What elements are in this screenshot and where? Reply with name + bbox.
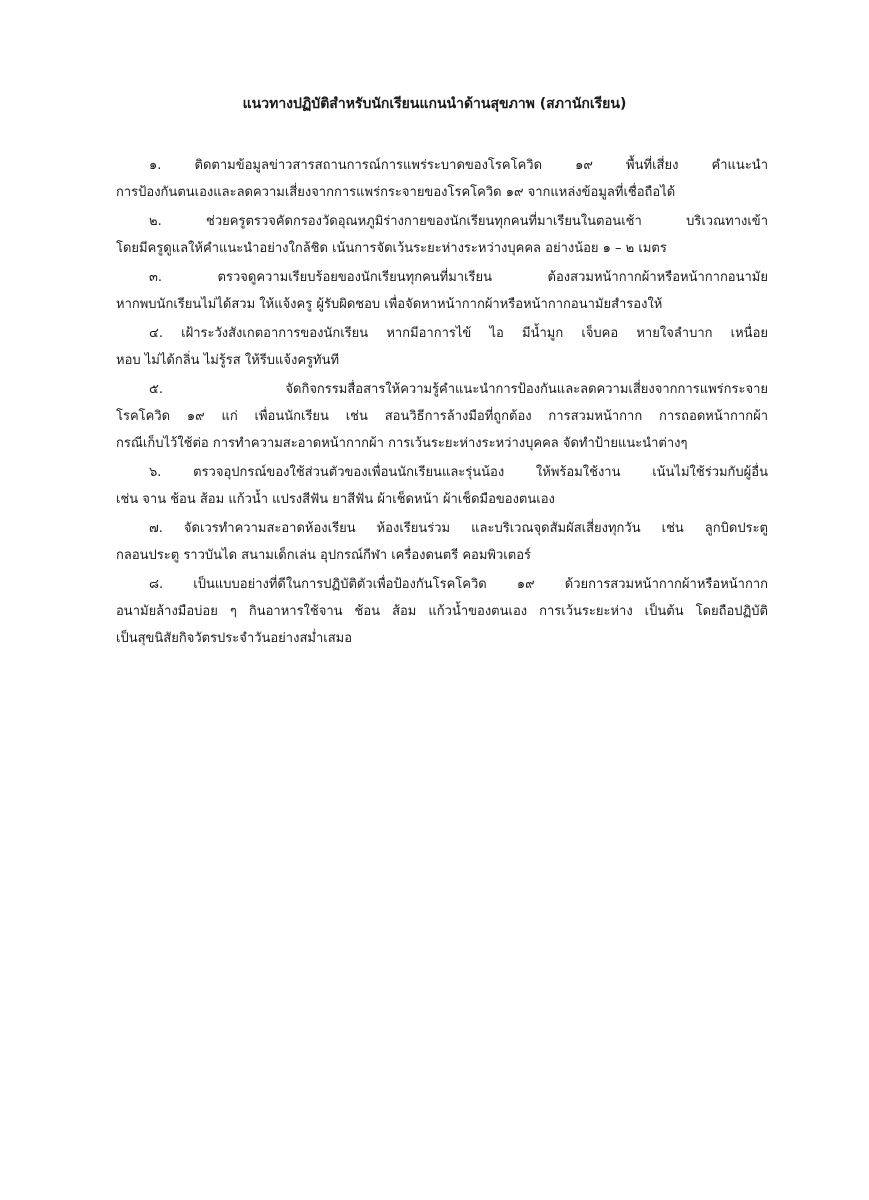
list-item-5 — [116, 376, 768, 457]
item-2-line-1: ๒. ช่วยครูตรวจคัดกรองวัดอุณหภูมิร่างกายของนักเรียนทุกคนที่มาเรียนในตอนเช้า บริเวณทางเข้า — [149, 214, 768, 229]
document-title: แนวทางปฏิบัติสำหรับนักเรียนแกนนำด้านสุขภาพ (สภานักเรียน) — [242, 96, 627, 112]
document-body — [116, 152, 768, 654]
item-5-line-3: กรณีเก็บไว้ใช้ต่อ การทำความสะอาดหน้ากากผ้า การเว้นระยะห่างระหว่างบุคคล จัดทำป้ายแนะนำต่างๆ — [116, 436, 688, 451]
item-1-line-2: การป้องกันตนเองและลดความเสี่ยงจากการแพร่กระจายของโรคโควิด ๑๙ จากแหล่งข้อมูลที่เชื่อถือได้ — [116, 185, 676, 200]
item-6-line-1: ๖. ตรวจอุปกรณ์ของใช้ส่วนตัวของเพื่อนนักเรียนและรุ่นน้อง ให้พร้อมใช้งาน เน้นไม่ใช้ร่วมกับผู้อื่น — [149, 465, 768, 480]
list-item-3 — [116, 264, 768, 318]
list-item-1 — [116, 152, 768, 206]
list-item-4 — [116, 320, 768, 374]
item-4-line-2: หอบ ไม่ได้กลิ่น ไม่รู้รส ให้รีบแจ้งครูทันที — [116, 353, 340, 368]
list-item-6 — [116, 459, 768, 513]
list-item-7 — [116, 515, 768, 569]
item-3-line-2: หากพบนักเรียนไม่ได้สวม ให้แจ้งครู ผู้รับผิดชอบ เพื่อจัดหาหน้ากากผ้าหรือหน้ากากอนามัยสำรองให้ — [116, 297, 663, 312]
list-item-2 — [116, 208, 768, 262]
item-5-line-1: ๕. จัดกิจกรรมสื่อสารให้ความรู้คำแนะนำการป้องกันและลดความเสี่ยงจากการแพร่กระจาย — [149, 382, 768, 397]
item-3-line-1: ๓. ตรวจดูความเรียบร้อยของนักเรียนทุกคนที่มาเรียน ต้องสวมหน้ากากผ้าหรือหน้ากากอนามัย — [149, 270, 768, 285]
item-1-line-1: ๑. ติดตามข้อมูลข่าวสารสถานการณ์การแพร่ระบาดของโรคโควิด ๑๙ พื้นที่เสี่ยง คำแนะนำ — [149, 158, 768, 173]
item-4-line-1: ๔. เฝ้าระวังสังเกตอาการของนักเรียน หากมีอาการไข้ ไอ มีน้ำมูก เจ็บคอ หายใจลำบาก เหนื่อย — [149, 326, 768, 341]
list-item-8 — [116, 571, 768, 652]
item-7-line-1: ๗. จัดเวรทำความสะอาดห้องเรียน ห้องเรียนร่วม และบริเวณจุดสัมผัสเสี่ยงทุกวัน เช่น ลูกบิดประตู — [149, 521, 768, 536]
item-6-line-2: เช่น จาน ช้อน ส้อม แก้วน้ำ แปรงสีฟัน ยาสีฟัน ผ้าเช็ดหน้า ผ้าเช็ดมือของตนเอง — [116, 492, 555, 507]
item-7-line-2: กลอนประตู ราวบันได สนามเด็กเล่น อุปกรณ์กีฬา เครื่องดนตรี คอมพิวเตอร์ — [116, 548, 531, 563]
item-8-line-1: ๘. เป็นแบบอย่างที่ดีในการปฏิบัติตัวเพื่อป้องกันโรคโควิด ๑๙ ด้วยการสวมหน้ากากผ้าหรือหน้ากาก — [149, 577, 768, 592]
item-8-line-3: เป็นสุขนิสัยกิจวัตรประจำวันอย่างสม่ำเสมอ — [116, 631, 353, 646]
item-8-line-2: อนามัยล้างมือบ่อย ๆ กินอาหารใช้จาน ช้อน ส้อม แก้วน้ำของตนเอง การเว้นระยะห่าง เป็นต้น โดยถือปฏิบัติ — [116, 604, 768, 619]
item-2-line-2: โดยมีครูดูแลให้คำแนะนำอย่างใกล้ชิด เน้นการจัดเว้นระยะห่างระหว่างบุคคล อย่างน้อย ๑ – ๒ เมตร — [116, 241, 667, 256]
item-5-line-2: โรคโควิด ๑๙ แก่ เพื่อนนักเรียน เช่น สอนวิธีการล้างมือที่ถูกต้อง การสวมหน้ากาก การถอดหน้ากากผ้า — [116, 409, 768, 424]
